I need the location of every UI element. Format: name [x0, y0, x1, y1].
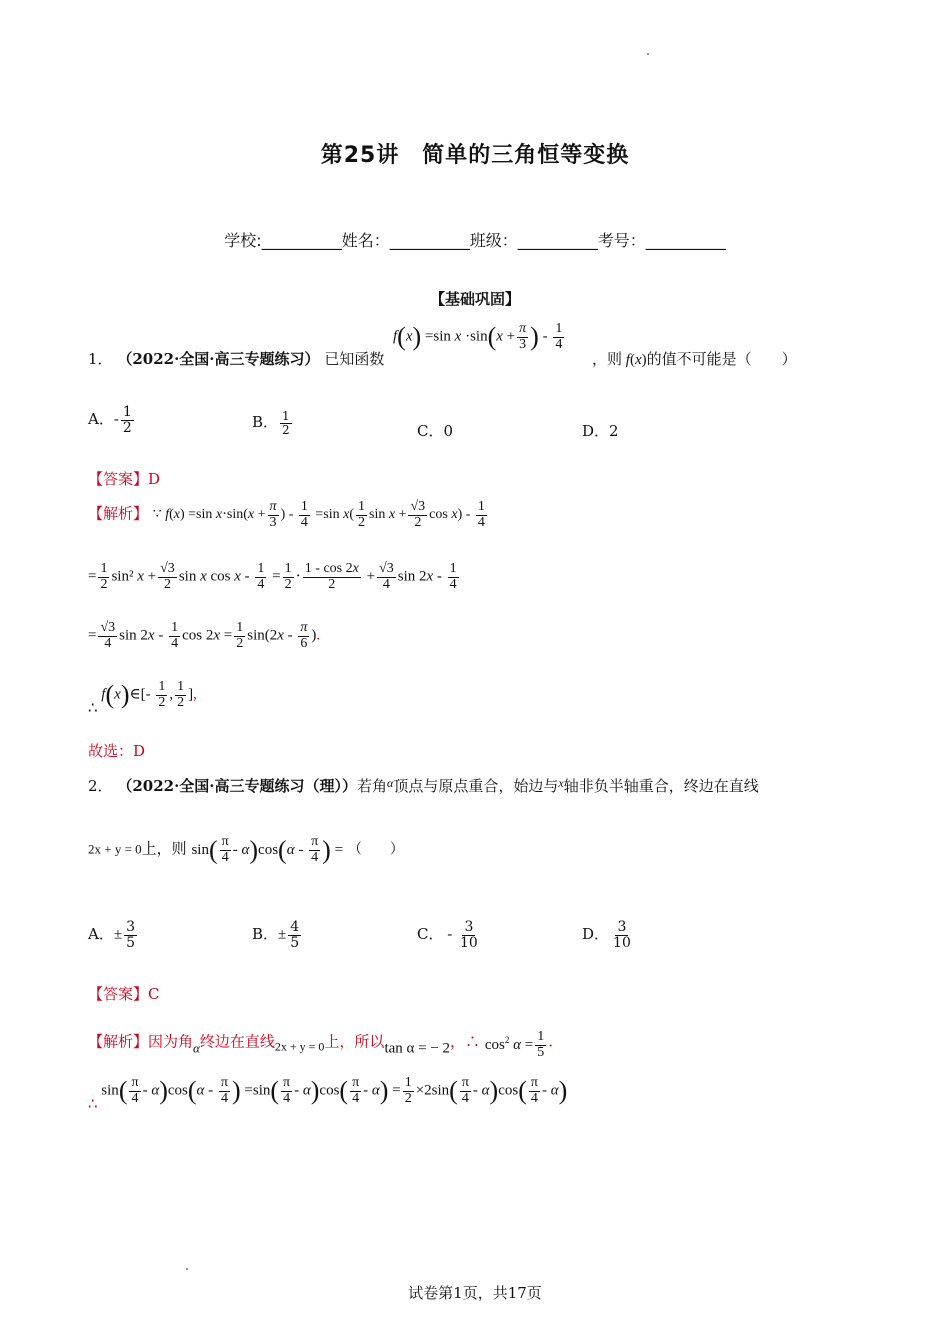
q1-conclusion: 故选：D — [88, 742, 146, 760]
scan-dot — [186, 1268, 188, 1270]
question-source: （2022·全国·高三专题练习（理）） — [117, 777, 358, 795]
question-1 — [88, 348, 384, 369]
q1-option-d — [582, 420, 619, 441]
q2-option-a: A．± $\frac{3}{5}$ — [88, 919, 135, 951]
question-text: 的值不可能是（ ） — [646, 350, 797, 368]
option-label: A． — [88, 410, 114, 429]
option-label: A． — [88, 925, 114, 944]
q2-answer — [88, 983, 160, 1004]
option-label: D． — [582, 925, 610, 944]
q1-analysis-line-2: = $\frac{1}{2}$ sin² x + $\frac{√3}{2}$ sin x cos x - $\frac{1}{4}$ = $\frac{1}{2}$ ⋅ $\frac{1 - \cos 2x}{2}$ + $\frac{√3}{4}$ sin 2x - $\frac{1}{4}$ — [88, 561, 457, 592]
question-text: 轴非负半轴重合，终边在直线 — [563, 777, 759, 795]
answer-label: 【答案】 — [88, 985, 149, 1003]
question-number: 1． — [88, 350, 113, 368]
answer-value: C — [148, 985, 160, 1003]
page-footer: 试卷第1页，共17页 — [408, 1284, 542, 1302]
option-label: B． — [252, 925, 279, 944]
scan-dot — [647, 53, 649, 55]
question-2: 2． （2022·全国·高三专题练习（理））若角$^\alpha$顶点与原点重合，始边与$^x$轴非负半轴重合，终边在直线 — [88, 776, 759, 795]
q1-analysis-line-1: 【解析】 ∵ f(x) =sin x⋅sin(x + $\frac{\pi}{3}$ ) - $\frac{1}{4}$ =sin x( $\frac{1}{2}$ sin x + $\frac{√3}{2}$ cos x) - $\frac{1}{4}$ — [88, 499, 485, 530]
question-text: ，则 — [592, 350, 623, 368]
analysis-label: 【解析】 — [88, 1032, 149, 1051]
q1-option-b: B． $\frac{1}{2}$ — [252, 409, 290, 437]
q2-option-c: C． - $\frac{3}{10}$ — [417, 919, 478, 951]
question-text: 已知函数 — [324, 350, 385, 368]
analysis-text: 因为角 — [148, 1032, 194, 1051]
q1-function-formula: f(x) =sin x ·sin(x + $\frac{\pi}{3}$ ) - $\frac{1}{4}$ — [393, 321, 563, 352]
question-text: 顶点与原点重合，始边与 — [393, 777, 559, 795]
option-label: C． — [417, 422, 444, 440]
option-value: 2 — [609, 422, 619, 440]
q1-option-a: A．- $\frac{1}{2}$ — [88, 404, 132, 436]
q1-analysis-line-3: = $\frac{√3}{4}$ sin 2x - $\frac{1}{4}$ cos 2x = $\frac{1}{2}$ sin(2x - $\frac{\pi}{6}$ ). — [88, 620, 321, 651]
question-text: 若角 — [357, 777, 388, 795]
option-label: D． — [582, 422, 610, 440]
answer-blank: （ ） — [347, 841, 404, 858]
line-equation: 2x + y = 0 — [88, 841, 142, 857]
analysis-text: 上，所以 — [324, 1032, 385, 1051]
q2-line-2: 2x + y = 0上，则 sin( $\frac{\pi}{4}$ - α)cos(α - $\frac{\pi}{4}$ ) = （ ） — [88, 834, 404, 865]
q1-option-c — [417, 420, 453, 441]
student-info-line: 学校:__________姓名：__________班级：__________考号：__________ — [224, 231, 726, 250]
line-equation: 2x + y = 0 — [274, 1039, 325, 1054]
q2-analysis-line-2: ∴ sin( $\frac{\pi}{4}$ - α)cos(α - $\frac{\pi}{4}$ ) =sin( $\frac{\pi}{4}$ - α)cos( $\frac{\pi}{4}$ - α) = $\frac{1}{2}$ ×2sin( $\frac{\pi}{4}$ - α)cos( $\frac{\pi}{4}$ - α) — [88, 1075, 568, 1113]
q2-option-d: D． $\frac{3}{10}$ — [582, 919, 631, 951]
analysis-label: 【解析】 — [88, 504, 149, 523]
answer-label: 【答案】 — [88, 470, 149, 488]
question-number: 2． — [88, 777, 113, 795]
section-heading: 【基础巩固】 — [429, 290, 520, 308]
q1-analysis-line-4: ∴ f(x)∈[- $\frac{1}{2}$ , $\frac{1}{2}$ ], — [88, 679, 197, 717]
q1-tail: ，则 f(x)的值不可能是（ ） — [592, 350, 797, 368]
q2-analysis-line-1: 【解析】因为角α终边在直线$_{2x + y = 0}$上，所以tan α = − 2，∴ $\cos^2 \alpha$ = $\frac{1}{5}$ . — [88, 1029, 553, 1060]
answer-value: D — [148, 470, 161, 488]
page-title: 第25讲 简单的三角恒等变换 — [320, 143, 630, 168]
q1-answer — [88, 468, 160, 489]
analysis-text: 终边在直线 — [199, 1032, 275, 1051]
option-label: B． — [252, 413, 279, 432]
option-value: 0 — [443, 422, 454, 440]
tan-equation: tan α = − 2 — [384, 1040, 451, 1057]
q2-option-b: B．± $\frac{4}{5}$ — [252, 919, 300, 951]
question-source: （2022·全国·高三专题练习） — [117, 350, 320, 368]
option-label: C． — [417, 925, 444, 944]
question-text: 上，则 — [141, 839, 187, 858]
